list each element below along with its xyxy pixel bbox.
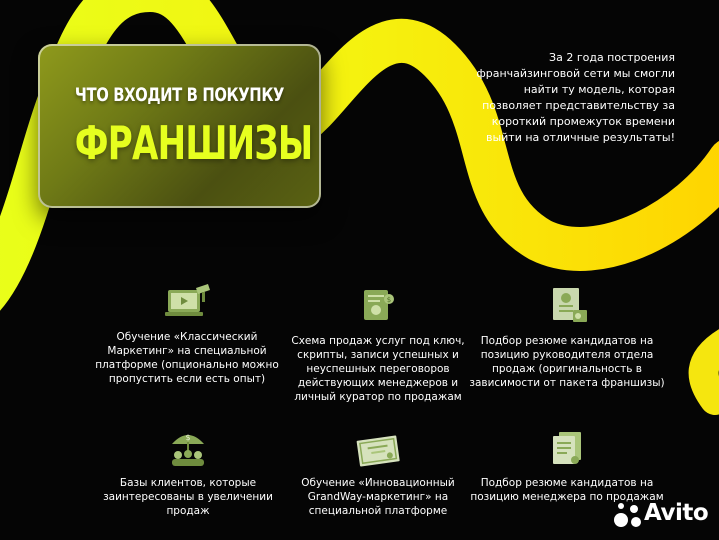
title-card: [38, 44, 321, 208]
feature-caption: Обучение «Классический Маркетинг» на специальной платформе (опционально можно пропустить если есть опыт): [95, 331, 279, 385]
avito-logo-text: Avito: [644, 500, 709, 526]
feature-item-certificate: [278, 432, 478, 518]
sales-scheme-icon: [358, 288, 398, 326]
feature-caption: Подбор резюме кандидатов на позицию менеджера по продажам: [470, 477, 664, 503]
avito-dots-icon: [612, 500, 644, 530]
certificate-icon: [354, 432, 402, 468]
avito-logo: [612, 498, 712, 532]
feature-item-sales-scheme: [278, 288, 478, 404]
svg-text:$: $: [185, 433, 191, 442]
feature-item-resume-manager: [467, 430, 667, 504]
feature-item-resume-head: [467, 286, 667, 390]
feature-caption: Подбор резюме кандидатов на позицию руководителя отдела продаж (оригинальность в зависимости от пакета франшизы): [469, 335, 665, 389]
feature-caption: Базы клиентов, которые заинтересованы в увеличении продаж: [103, 477, 273, 517]
feature-item-course: [87, 284, 287, 386]
online-course-icon: [162, 284, 212, 322]
svg-text:$: $: [386, 296, 392, 304]
resume-icon: [545, 286, 589, 326]
feature-caption: Обучение «Инновационный GrandWay-маркетинг» на специальной платформе: [301, 477, 455, 517]
documents-icon: [547, 430, 587, 468]
feature-item-client-base: [88, 428, 288, 518]
intro-text: За 2 года построения франчайзинговой сети мы смогли найти ту модель, которая позволяет представительству за короткий промежуток времени выйти на отличные результаты!: [476, 51, 675, 144]
title-line1: ЧТО ВХОДИТ В ПОКУПКУ: [74, 84, 285, 106]
title-line2: ФРАНШИЗЫ: [74, 116, 313, 170]
feature-caption: Схема продаж услуг под ключ, скрипты, записи успешных и неуспешных переговоров действующих менеджеров и личный куратор по продажам: [291, 335, 465, 403]
client-base-icon: [166, 428, 210, 468]
